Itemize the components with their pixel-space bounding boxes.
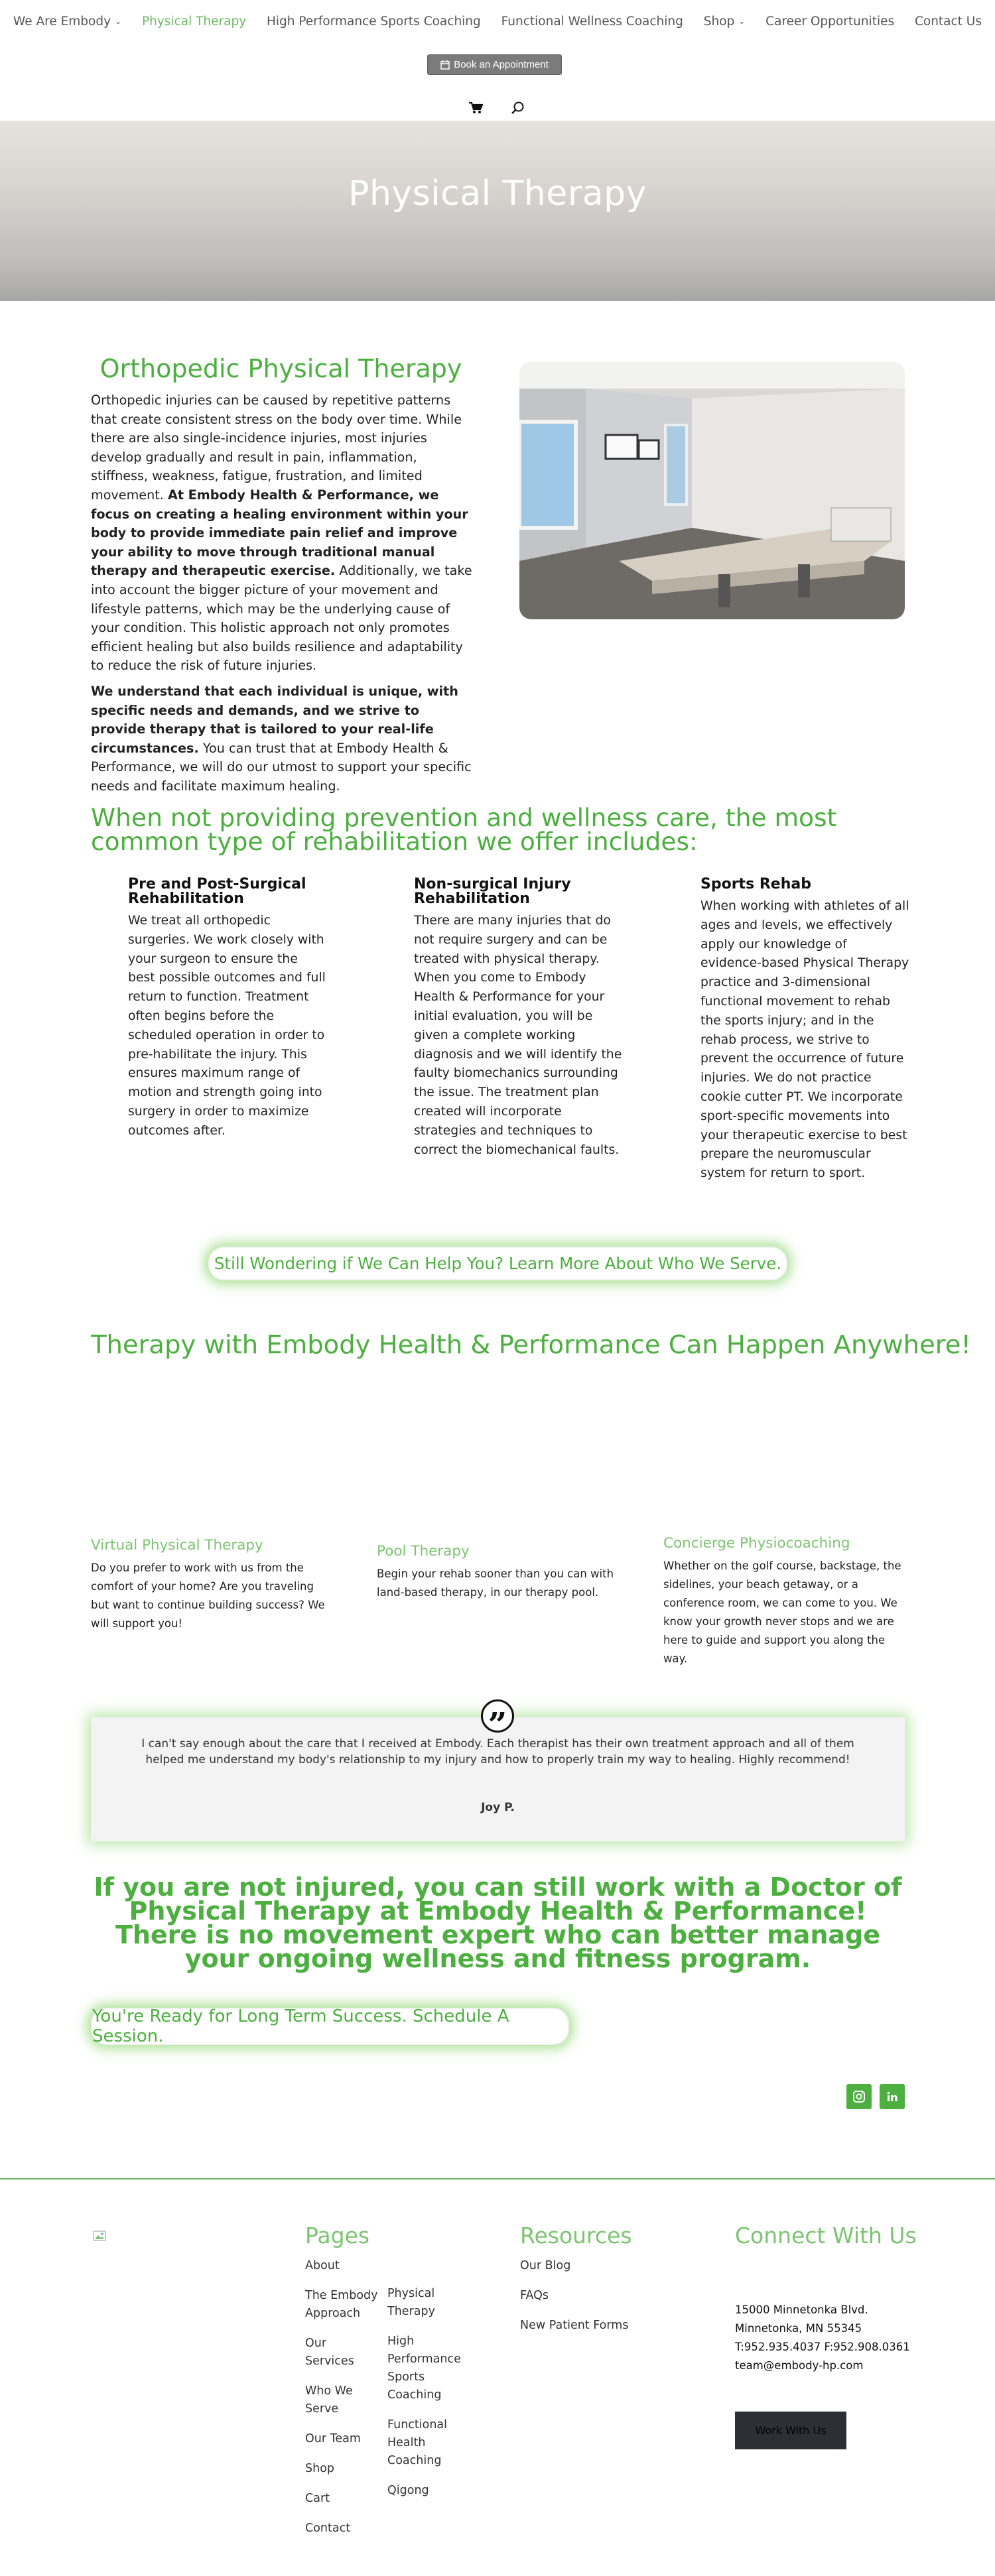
cart-icon[interactable] [468,101,483,115]
footer-address: 15000 Minnetonka Blvd. Minnetonka, MN 55345 T:952.935.4037 F:952.908.0361 team@embody-hp.com [735,2303,910,2372]
testimonial-quote: I can't say enough about the care that I received at Embody. Each therapist has their own treatment approach and all of them helped me understand my body's relationship to my injury and how to properly train my way to healing. Highly recommend! [141,1737,854,1766]
footer-link[interactable]: Functional Health Coaching [387,2418,448,2467]
page-title: Physical Therapy [348,174,647,214]
book-appointment-button[interactable]: Book an Appointment [427,54,562,75]
nav-item-we-are-embody[interactable]: We Are Embody ⌄ [13,15,122,29]
footer-resources-heading: Resources [520,2223,632,2248]
service-text: Whether on the golf course, backstage, the sidelines, your beach getaway, or a conference room, we can come to you. We know your growth never stops and we are here to guide and support you along the way. [663,1560,901,1665]
quote-icon: ” [481,1699,514,1733]
footer-link[interactable]: Who We Serve [305,2384,353,2416]
footer-pages-list [387,2285,467,2512]
intro-paragraph-1: Orthopedic injuries can be caused by repetitive patterns that create consistent stress on the body over time. While there are also single-incidence injuries, most injuries develop gradually and result in pain, inflammation, stiffness, weakness, fatigue, frustration, and limited movement. At Embody Health & Performance, we focus on creating a healing environment within your body to provide immediate pain relief and improve your ability to move through traditional manual therapy and therapeutic exercise. Additionally, we take into account the bigger picture of your movement and lifestyle patterns, which may be the underlying cause of your condition. This holistic approach not only promotes efficient healing but also builds resilience and adaptability to reduce the risk of future injuries. [91,393,472,674]
rehab-column [414,877,623,1160]
instagram-icon[interactable] [846,2084,872,2109]
service-text: Do you prefer to work with us from the comfort of your home? Are you traveling but want to continue building success? We will support you! [91,1562,325,1630]
service-title[interactable]: Concierge Physiocoaching [663,1535,850,1552]
footer-pages-list [305,2257,378,2549]
rehab-section-title: When not providing prevention and wellness care, the most common type of rehabilitation we offer includes: [91,803,837,856]
footer-link[interactable]: About [305,2259,340,2272]
linkedin-icon[interactable] [880,2084,905,2109]
footer-link[interactable]: High Performance Sports Coaching [387,2335,461,2402]
intro-title: Orthopedic Physical Therapy [100,354,462,383]
rehab-column-text: There are many injuries that do not require surgery and can be treated with physical therapy. When you come to Embody Health & Performance for your initial evaluation, you will be given a complete working diagnosis and we will identify the faulty biomechanics surrounding the issue. The treatment plan created will incorporate strategies and techniques to correct the biomechanical faults. [414,914,622,1157]
closing-text: If you are not injured, you can still work with a Doctor of Physical Therapy at Embody Health & Performance! There is no movement expert who can better manage your ongoing wellness and fitness program. [94,1872,902,1973]
footer-link[interactable]: Physical Therapy [387,2287,435,2318]
nav-item-wellness-coaching[interactable]: Functional Wellness Coaching [501,15,683,29]
footer-divider [0,2178,995,2179]
rehab-column-heading: Non-surgical Injury Rehabilitation [414,876,571,907]
footer-pages-heading: Pages [305,2223,370,2248]
nav-item-contact[interactable]: Contact Us [914,15,982,29]
footer-resources-list [520,2257,653,2347]
site-header [0,0,995,121]
footer-link[interactable]: Qigong [387,2484,429,2497]
service-title[interactable]: Virtual Physical Therapy [91,1537,263,1554]
footer-link[interactable]: Shop [305,2462,335,2475]
intro-text [91,391,476,802]
footer-link[interactable]: Our Services [305,2337,354,2368]
rehab-column [128,877,327,1141]
footer-link[interactable]: FAQs [520,2289,549,2302]
footer-link[interactable]: The Embody Approach [305,2289,378,2320]
nav-item-sports-coaching[interactable]: High Performance Sports Coaching [267,15,481,29]
testimonial-author: Joy P. [481,1801,515,1814]
main-nav [13,15,982,29]
service-title[interactable]: Pool Therapy [377,1543,470,1560]
footer-link[interactable]: Cart [305,2492,330,2505]
rehab-column-text: We treat all orthopedic surgeries. We work closely with your surgeon to ensure the best possible outcomes and full return to function. Treatment often begins before the scheduled operation in order to pre-habilitate the injury. This ensures maximum range of motion and strength going into surgery in order to maximize outcomes after. [128,914,326,1138]
footer-link[interactable]: New Patient Forms [520,2319,629,2332]
footer-link[interactable]: Our Blog [520,2259,571,2272]
service-card [663,1535,905,1668]
service-card [377,1543,622,1602]
calendar-icon [440,60,450,70]
rehab-column [700,877,909,1184]
hero-banner [0,121,995,301]
nav-item-careers[interactable]: Career Opportunities [765,15,895,29]
chevron-down-icon: ⌄ [115,17,122,26]
intro-paragraph-2: We understand that each individual is unique, with specific needs and demands, and we strive to provide therapy that is tailored to your real-life circumstances. You can trust that at Embody Health & Performance, we will do our utmost to support your specific needs and facilitate maximum healing. [91,683,472,794]
footer-connect-heading: Connect With Us [735,2223,917,2248]
nav-item-shop[interactable]: Shop ⌄ [703,15,746,29]
chevron-down-icon: ⌄ [738,17,746,26]
service-text: Begin your rehab sooner than you can with land-based therapy, in our therapy pool. [377,1567,614,1599]
rehab-column-text: When working with athletes of all ages and levels, we effectively apply our knowledge of evidence-based Physical Therapy practice and 3-dimensional functional movement to rehab the sports injury; and in the rehab process, we strive to prevent the occurrence of future injuries. We do not practice cookie cutter PT. We incorporate sport-specific movements into your therapeutic exercise to best prepare the neuromuscular system for return to sport. [700,899,909,1181]
search-icon[interactable] [511,101,525,115]
footer-link[interactable]: Contact [305,2522,351,2535]
who-we-serve-button[interactable]: Still Wondering if We Can Help You? Learn More About Who We Serve. [208,1247,787,1280]
footer-logo-image[interactable] [93,2231,106,2241]
footer-link[interactable]: Our Team [305,2432,361,2445]
nav-item-physical-therapy[interactable]: Physical Therapy [141,15,247,29]
service-card [91,1537,333,1633]
rehab-column-heading: Sports Rehab [700,876,811,892]
schedule-session-button[interactable]: You're Ready for Long Term Success. Schedule A Session. [91,2008,569,2045]
work-with-us-button[interactable]: Work With Us [735,2412,846,2449]
anywhere-section-title: Therapy with Embody Health & Performance Can Happen Anywhere! [91,1330,971,1360]
rehab-column-heading: Pre and Post-Surgical Rehabilitation [128,876,306,907]
therapy-room-image [519,362,905,619]
footer-email-link[interactable]: team@embody-hp.com [735,2359,864,2372]
